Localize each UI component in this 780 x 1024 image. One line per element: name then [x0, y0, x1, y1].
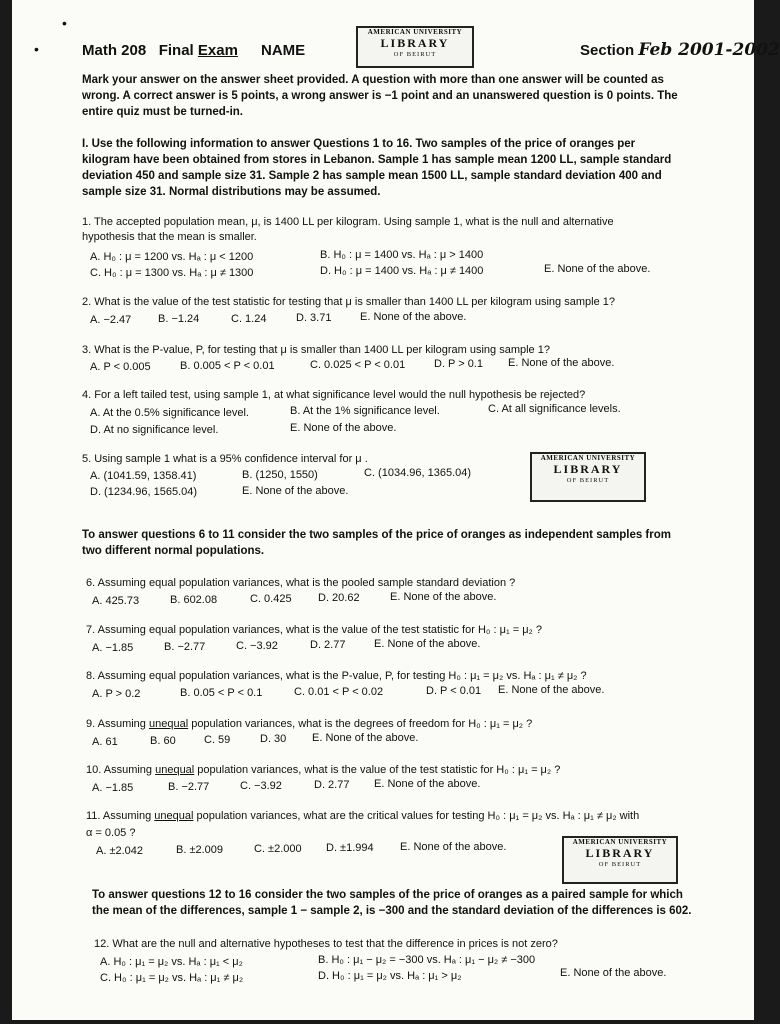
q2-option-a: A. −2.47: [90, 314, 132, 326]
q1-option-b: B. H₀ : μ = 1400 vs. Hₐ : μ > 1400: [320, 249, 484, 261]
question-2: 2. What is the value of the test statistic for testing that μ is smaller than 1400 LL per kilogram using sample 1?: [82, 296, 615, 308]
q1-option-c: C. H₀ : μ = 1300 vs. Hₐ : μ ≠ 1300: [90, 267, 254, 279]
question-9: [86, 717, 532, 732]
q7-option-b: B. −2.77: [164, 641, 206, 653]
q10-post: population variances, what is the value of the test statistic for H₀ : μ₁ = μ₂ ?: [194, 764, 561, 776]
q11-option-b: B. ±2.009: [176, 844, 224, 856]
question-12: 12. What are the null and alternative hypotheses to test that the difference in prices is not zero?: [94, 938, 558, 950]
margin-dot: •: [62, 15, 67, 31]
q1-option-e: E. None of the above.: [544, 263, 651, 275]
q8-option-b: B. 0.05 < P < 0.1: [180, 687, 263, 699]
course-code: Math 208: [82, 42, 147, 59]
q4-option-d: D. At no significance level.: [90, 424, 219, 436]
q5-option-a: A. (1041.59, 1358.41): [90, 470, 197, 482]
q9-option-d: D. 30: [260, 733, 287, 745]
stamp-line3: OF BEIRUT: [393, 51, 437, 58]
stamp-line2: LIBRARY: [553, 462, 623, 476]
stamp-line3: OF BEIRUT: [598, 861, 642, 868]
section-2-intro: To answer questions 6 to 11 consider the two samples of the price of oranges as independent samples from two different normal populations.: [82, 529, 671, 557]
exam-page: [12, 0, 780, 1020]
q6-option-b: B. 602.08: [170, 594, 218, 606]
q12-option-c: C. H₀ : μ₁ = μ₂ vs. Hₐ : μ₁ ≠ μ₂: [100, 972, 244, 984]
q10-unequal: unequal: [155, 764, 195, 776]
exam-prefix: Final: [158, 42, 194, 59]
q9-option-b: B. 60: [150, 735, 176, 747]
q11-post: population variances, what are the critical values for testing H₀ : μ₁ = μ₂ vs. Hₐ : μ₁ ≠ μ₂ with: [193, 810, 640, 822]
question-10: [86, 763, 560, 778]
section-1-intro: I. Use the following information to answer Questions 1 to 16. Two samples of the price of oranges per kilogram have been obtained from stores in Lebanon. Sample 1 has sample mean 1200 LL, sample standard deviation 450 and sample size 31. Sample 2 has sample mean 1500 LL, sample standard deviation 400 and sample size 31. Normal distributions may be assumed.: [82, 138, 672, 198]
q2-option-d: D. 3.71: [296, 312, 332, 324]
q12-option-a: A. H₀ : μ₁ = μ₂ vs. Hₐ : μ₁ < μ₂: [100, 956, 243, 968]
q10-option-a: A. −1.85: [92, 782, 134, 794]
question-5: 5. Using sample 1 what is a 95% confidence interval for μ .: [82, 453, 368, 465]
question-3: 3. What is the P-value, P, for testing that μ is smaller than 1400 LL per kilogram using sample 1?: [82, 344, 550, 356]
q4-option-b: B. At the 1% significance level.: [290, 405, 440, 417]
question-7: 7. Assuming equal population variances, what is the value of the test statistic for H₀ : μ₁ = μ₂ ?: [86, 624, 542, 636]
library-stamp: [562, 836, 678, 884]
q4-option-c: C. At all significance levels.: [488, 403, 621, 415]
q6-option-e: E. None of the above.: [390, 591, 497, 603]
q7-option-a: A. −1.85: [92, 642, 134, 654]
q9-option-a: A. 61: [92, 736, 118, 748]
q5-option-c: C. (1034.96, 1365.04): [364, 467, 472, 479]
q11-pre: 11. Assuming: [86, 810, 155, 822]
section-label: Section: [580, 42, 635, 59]
q7-option-c: C. −3.92: [236, 640, 278, 652]
q9-unequal: unequal: [148, 718, 189, 730]
q11-option-e: E. None of the above.: [400, 841, 507, 853]
q8-option-d: D. P < 0.01: [426, 685, 482, 697]
question-8: 8. Assuming equal population variances, what is the P-value, P, for testing H₀ : μ₁ = μ₂ vs. Hₐ : μ₁ ≠ μ₂ ?: [86, 670, 587, 682]
q10-option-c: C. −3.92: [240, 780, 282, 792]
q11-option-c: C. ±2.000: [254, 843, 302, 855]
stamp-line3: OF BEIRUT: [566, 477, 610, 484]
q10-pre: 10. Assuming: [86, 764, 156, 776]
q5-option-b: B. (1250, 1550): [242, 469, 318, 481]
q3-option-c: C. 0.025 < P < 0.01: [310, 359, 406, 371]
q1-option-d: D. H₀ : μ = 1400 vs. Hₐ : μ ≠ 1400: [320, 265, 484, 277]
q8-option-c: C. 0.01 < P < 0.02: [294, 686, 384, 698]
q5-option-e: E. None of the above.: [242, 485, 349, 497]
library-stamp: [356, 26, 474, 68]
library-stamp: [530, 452, 646, 502]
q9-option-c: C. 59: [204, 734, 231, 746]
q9-pre: 9. Assuming: [86, 718, 149, 730]
q11-option-a: A. ±2.042: [96, 845, 144, 857]
q3-option-d: D. P > 0.1: [434, 358, 484, 370]
q6-option-d: D. 20.62: [318, 592, 360, 604]
q10-option-d: D. 2.77: [314, 779, 350, 791]
q3-option-a: A. P < 0.005: [90, 361, 151, 373]
q11-unequal: unequal: [154, 810, 194, 822]
q8-option-a: A. P > 0.2: [92, 688, 141, 700]
question-1: 1. The accepted population mean, μ, is 1400 LL per kilogram. Using sample 1, what is the null and alternative hypothesis that the mean is smaller.: [82, 216, 614, 243]
stamp-line2: LIBRARY: [380, 36, 450, 50]
q7-option-d: D. 2.77: [310, 639, 346, 651]
q6-option-a: A. 425.73: [92, 595, 140, 607]
q3-option-e: E. None of the above.: [508, 357, 615, 369]
margin-dot: •: [34, 41, 39, 57]
q5-option-d: D. (1234.96, 1565.04): [90, 486, 198, 498]
question-4: 4. For a left tailed test, using sample 1, at what significance level would the null hypothesis be rejected?: [82, 389, 586, 401]
q9-post: population variances, what is the degrees of freedom for H₀ : μ₁ = μ₂ ?: [188, 718, 533, 730]
q12-option-b: B. H₀ : μ₁ − μ₂ = −300 vs. Hₐ : μ₁ − μ₂ ≠ −300: [318, 954, 536, 966]
q10-option-e: E. None of the above.: [374, 778, 481, 790]
q4-option-a: A. At the 0.5% significance level.: [90, 407, 249, 419]
question-11: [86, 809, 639, 824]
q8-option-e: E. None of the above.: [498, 684, 605, 696]
handwritten-section: Feb 2001-2002: [638, 40, 780, 60]
exam-word: Exam: [197, 42, 238, 59]
stamp-line1: AMERICAN UNIVERSITY: [540, 454, 636, 462]
question-6: 6. Assuming equal population variances, what is the pooled sample standard deviation ?: [86, 577, 516, 589]
question-11-alpha: α = 0.05 ?: [86, 827, 136, 839]
stamp-line1: AMERICAN UNIVERSITY: [572, 838, 668, 846]
stamp-line2: LIBRARY: [585, 846, 655, 860]
q12-option-e: E. None of the above.: [560, 967, 667, 979]
q9-option-e: E. None of the above.: [312, 732, 419, 744]
q6-option-c: C. 0.425: [250, 593, 292, 605]
q10-option-b: B. −2.77: [168, 781, 210, 793]
q4-option-e: E. None of the above.: [290, 422, 397, 434]
q12-option-d: D. H₀ : μ₁ = μ₂ vs. Hₐ : μ₁ > μ₂: [318, 970, 462, 982]
q3-option-b: B. 0.005 < P < 0.01: [180, 360, 275, 372]
q11-option-d: D. ±1.994: [326, 842, 374, 854]
stamp-line1: AMERICAN UNIVERSITY: [367, 28, 463, 36]
name-label: NAME: [261, 42, 306, 59]
q2-option-c: C. 1.24: [231, 313, 267, 325]
q1-option-a: A. H₀ : μ = 1200 vs. Hₐ : μ < 1200: [90, 251, 254, 263]
section-3-intro: To answer questions 12 to 16 consider the two samples of the price of oranges as a paired sample for which the mean of the differences, sample 1 − sample 2, is −300 and the standard deviation of the differences is 602.: [92, 889, 692, 917]
course-title: [82, 42, 238, 59]
instructions: Mark your answer on the answer sheet provided. A question with more than one answer will be counted as wrong. A correct answer is 5 points, a wrong answer is −1 point and an unanswered question is 0 points. The entire quiz must be turned-in.: [82, 74, 678, 118]
section-field: [580, 40, 780, 60]
q2-option-e: E. None of the above.: [360, 311, 467, 323]
q7-option-e: E. None of the above.: [374, 638, 481, 650]
q2-option-b: B. −1.24: [158, 313, 200, 325]
